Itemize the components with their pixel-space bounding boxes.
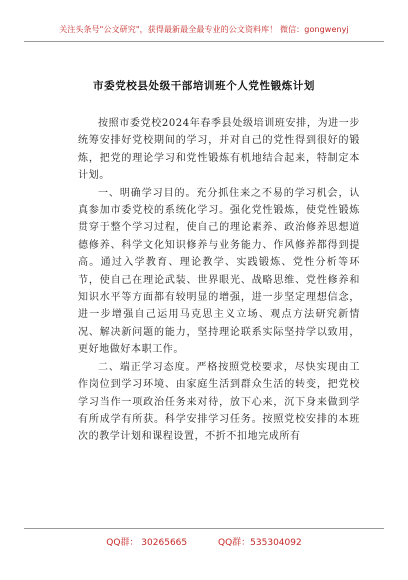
paragraph-learning-attitude: 二、端正学习态度。严格按照党校要求，尽快实现由工作岗位到学习环境、由家庭生活到群众生活的转变，把党校学习当作一项政治任务来对待，放下心来，沉下身来做到学有所成学有所获。科学安排学习任务。按照党校安排的本班次的教学计划和课程设置，不折不扣地完成所有 xyxy=(78,361,360,443)
footer xyxy=(0,535,408,548)
footer-qq-group-1: QQ群： 30265665 xyxy=(106,538,188,548)
document-title: 市委党校县处级干部培训班个人党性锻炼计划 xyxy=(93,80,315,92)
document-body xyxy=(78,115,360,446)
header-divider xyxy=(24,41,384,42)
paragraph-intro: 按照市委党校2024年春季县处级培训班安排，为进一步统筹安排好党校期间的学习，并对自己的党性得到很好的锻炼，把党的理论学习和党性锻炼有机地结合起来，特制定本计划。 xyxy=(78,118,360,182)
footer-divider xyxy=(24,528,384,529)
header-banner: 关注头条号"公文研究"，获得最新最全最专业的公文资料库！ 微信：gongwenyj xyxy=(59,25,349,34)
paragraph-learning-purpose: 一、明确学习目的。充分抓住来之不易的学习机会，认真参加市委党校的系统化学习。强化党性锻炼，使党性锻炼贯穿于整个学习过程，使自己的理论素养、政治修养思想道德修养、科学文化知识修养与业务能力、作风修养都得到提高。通过入学教育、理论教学、实践锻炼、党性分析等环节，使自己在理论武装、世界眼光、战略思维、党性修养和知识水平等方面都有较明显的增强，进一步坚定理想信念，进一步增强自己运用马克思主义立场、观点方法研究新情况、解决新问题的能力，坚持理论联系实际坚持学以致用，更好地做好本职工作。 xyxy=(78,187,360,356)
footer-qq-group-2: QQ群：535304092 xyxy=(218,538,302,548)
